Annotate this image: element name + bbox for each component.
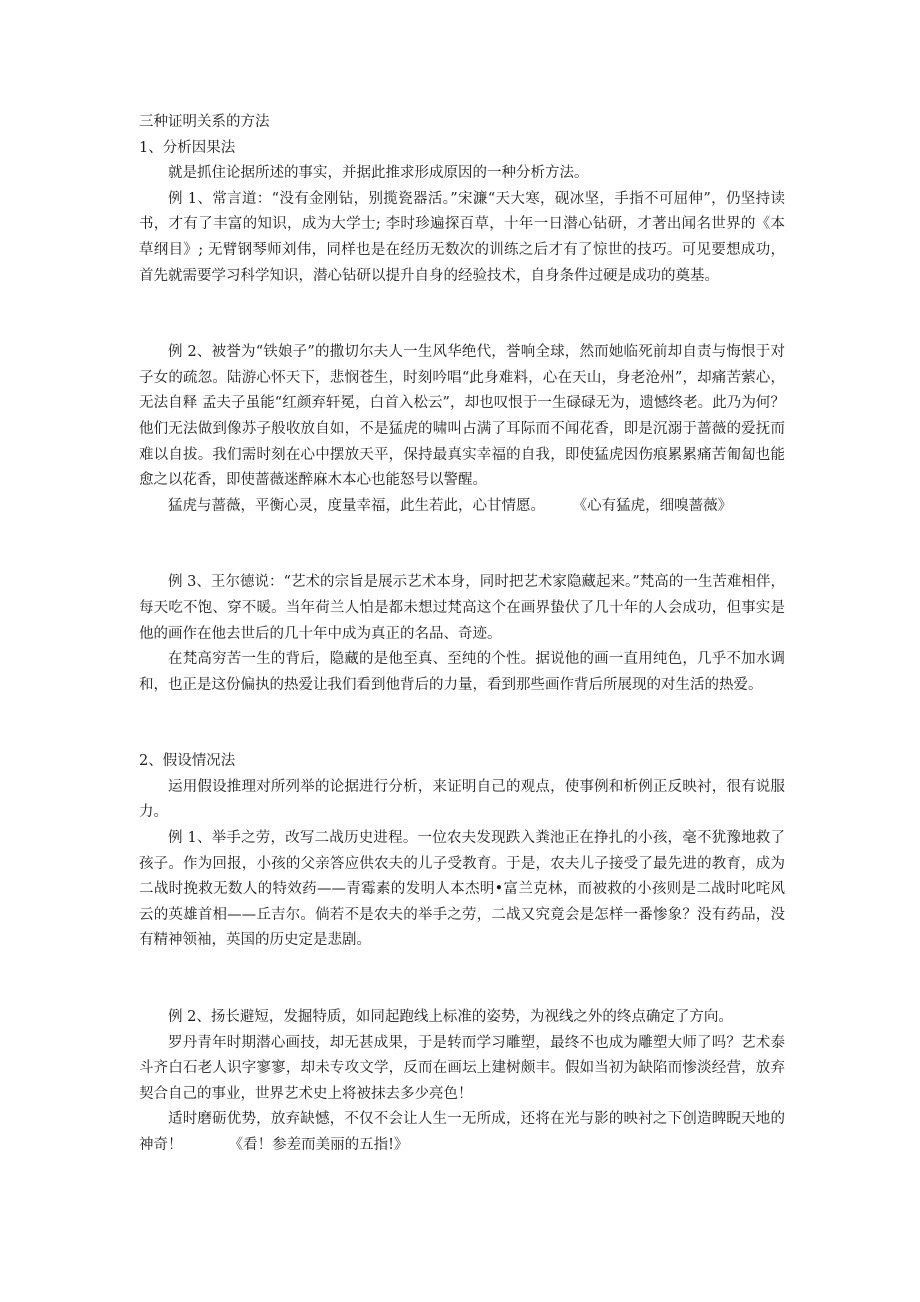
paragraph-gap: [139, 519, 785, 570]
section2-heading: 2、假设情况法: [139, 753, 236, 770]
section1-example1: 例 1、常言道：“没有金刚钻，别揽瓷器活。”宋濂“天大寒，砚冰坚，手指不可屈伸”，仍坚持读书，才有了丰富的知识，成为大学士; 李时珍遍探百草，十年一日潜心钻研，才著出闻名世界的《本草纲目》; 无臂钢琴师刘伟，同样也是在经历无数次的训练之后才有了惊世的技巧。可见要想成功，首先就需要学习科学知识，潜心钻研以提升自身的经验技术，自身条件过硬是成功的奠基。: [139, 190, 785, 284]
document-body: [139, 110, 785, 1159]
section2-example2-conclusion: 适时磨砺优势，放弃缺憾，不仅不会让人生一无所成，还将在光与影的映衬之下创造睥睨天地的神奇！: [139, 1111, 785, 1153]
section2-example2: 例 2、扬长避短，发掘特质，如同起跑线上标准的姿势，为视线之外的终点确定了方向。: [168, 1009, 733, 1026]
section2-example1: 例 1、举手之劳，改写二战历史进程。一位农夫发现跌入粪池正在挣扎的小孩，毫不犹豫地救了孩子。作为回报，小孩的父亲答应供农夫的儿子受教育。于是，农夫儿子接受了最先进的教育，成为二战时挽救无数人的特效药——青霉素的发明人本杰明•富兰克林，而被救的小孩则是二战时叱咤风云的英雄首相——丘吉尔。倘若不是农夫的举手之劳，二战又究竟会是怎样一番惨象？没有药品，没有精神领袖，英国的历史定是悲剧。: [139, 830, 785, 949]
section1-example3-more: 在梵高穷苦一生的背后，隐藏的是他至真、至纯的个性。据说他的画一直用纯色，几乎不加水调和，也正是这份偏执的热爱让我们看到他背后的力量，看到那些画作背后所展现的对生活的热爱。: [139, 651, 785, 693]
section1-example2-summary: 猛虎与蔷薇，平衡心灵，度量幸福，此生若此，心甘情愿。: [168, 497, 545, 514]
section1-example2-source: 《心有猛虎，细嗅蔷薇》: [572, 497, 733, 514]
section1-example2-summary-line: [139, 494, 785, 520]
paragraph-gap: [139, 954, 785, 1005]
document-title: 三种证明关系的方法: [139, 114, 270, 130]
section2-example2-conclusion-line: [139, 1107, 785, 1158]
paragraph-gap: [139, 698, 785, 749]
section2-example2-source: 《看！参差而美丽的五指!》: [228, 1137, 409, 1153]
section1-heading: 1、分析因果法: [139, 139, 236, 156]
section1-example2: 例 2、被誉为“铁娘子”的撒切尔夫人一生风华绝代，誉响全球，然而她临死前却自责与悔恨于对子女的疏忽。陆游心怀天下，悲悯苍生，时刻吟唱“此身难料，心在天山，身老沧州”，却痛苦萦心，无法自释 孟夫子虽能“红颜弃轩冕，白首入松云”，却也叹恨于一生碌碌无为，遗憾终老。此乃为何？他们无法做到像苏子般收放自如，不是猛虎的啸叫占满了耳际而不闻花香，即是沉溺于蔷薇的爱抚而难以自拔。我们需时刻在心中摆放天平，保持最真实幸福的自我，即使猛虎因伤痕累累痛苦匍匐也能愈之以花香，即使蔷薇迷醉麻木本心也能怒号以警醒。: [139, 344, 785, 489]
section1-example3: 例 3、王尔德说：“艺术的宗旨是展示艺术本身，同时把艺术家隐藏起来。”梵高的一生苦难相伴，每天吃不饱、穿不暖。当年荷兰人怕是都未想过梵高这个在画界蛰伏了几十年的人会成功，但事实是他的画作在他去世后的几十年中成为真正的名品、奇迹。: [139, 574, 785, 642]
section2-definition: 运用假设推理对所列举的论据进行分析，来证明自己的观点，使事例和析例正反映衬，很有说服力。: [139, 778, 785, 821]
section1-definition: 就是抓住论据所述的事实，并据此推求形成原因的一种分析方法。: [168, 165, 589, 182]
paragraph-gap: [139, 289, 785, 340]
section2-example2-more: 罗丹青年时期潜心画技，却无甚成果，于是转而学习雕塑，最终不也成为雕塑大师了吗？艺术泰斗齐白石老人识字寥寥，却未专攻文学，反而在画坛上建树颇丰。假如当初为缺陷而惨淡经营，放弃契合自己的事业，世界艺术史上将被抹去多少亮色！: [139, 1034, 785, 1102]
